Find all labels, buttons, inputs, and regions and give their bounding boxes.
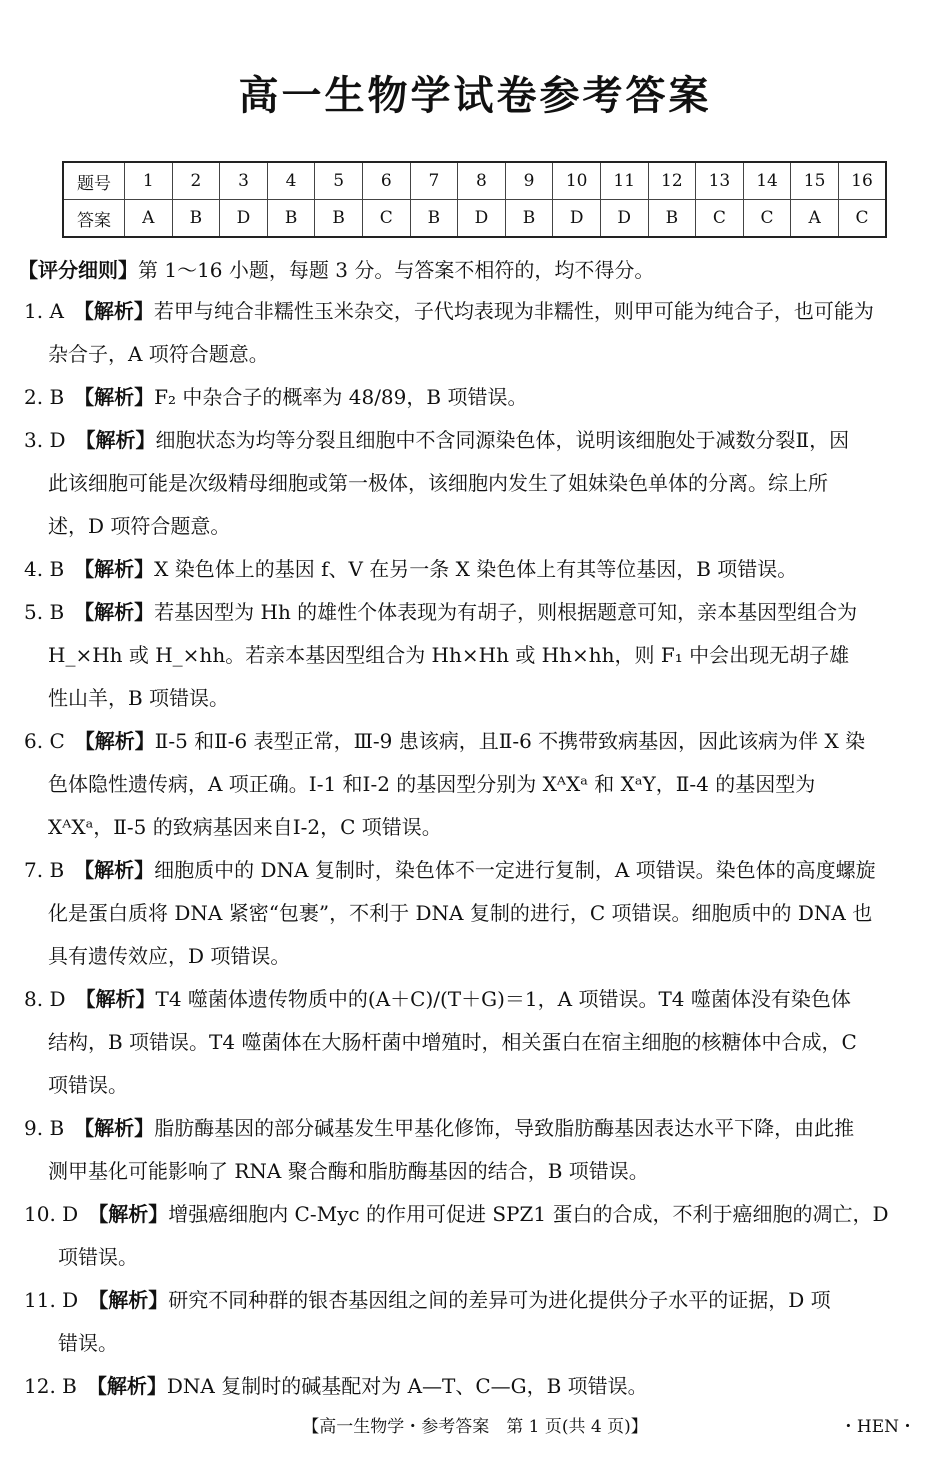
- item-line: DNA 复制时的碱基配对为 A—T、C—G，B 项错误。: [166, 1374, 648, 1398]
- analysis-tag: 【解析】: [84, 557, 155, 581]
- analysis-tag: 【解析】: [84, 1116, 155, 1140]
- scoring-text: 第 1～16 小题，每题 3 分。与答案不相符的，均不得分。: [138, 258, 655, 282]
- item-line: 增强癌细胞内 C-Myc 的作用可促进 SPZ1 蛋白的合成，不利于癌细胞的凋亡，D: [168, 1202, 889, 1226]
- analysis-tag: 【解析】: [84, 858, 155, 882]
- item-line: 结构，B 项错误。T4 噬菌体在大肠杆菌中增殖时，相关蛋白在宿主细胞的核糖体中合成，C: [48, 1030, 857, 1054]
- page-footer: 【高一生物学・参考答案 第 1 页(共 4 页)】: [302, 1417, 648, 1437]
- explanation-item: [24, 849, 930, 978]
- answer-cell: B: [505, 200, 553, 238]
- item-line: 项错误。: [58, 1245, 138, 1269]
- footer-code: ・HEN・: [839, 1417, 916, 1437]
- explanation-item: [24, 720, 930, 849]
- question-number: 7: [410, 162, 458, 200]
- item-line: 具有遗传效应，D 项错误。: [48, 944, 291, 968]
- question-number: 12: [648, 162, 696, 200]
- item-number: 2. B: [24, 385, 65, 409]
- answer-table: [62, 161, 887, 238]
- question-number: 6: [362, 162, 410, 200]
- item-number: 8. D: [24, 987, 66, 1011]
- item-line: H_×Hh 或 H_×hh。若亲本基因型组合为 Hh×Hh 或 Hh×hh，则 F₁ 中会出现无胡子雄: [48, 643, 850, 667]
- explanation-item: [24, 978, 930, 1107]
- item-line: XᴬXᵃ，Ⅱ-5 的致病基因来自Ⅰ-2，C 项错误。: [48, 815, 442, 839]
- explanation-item: [24, 419, 930, 548]
- question-number: 13: [696, 162, 744, 200]
- answer-cell: B: [410, 200, 458, 238]
- item-line: Ⅱ-5 和Ⅱ-6 表型正常，Ⅲ-9 患该病，且Ⅱ-6 不携带致病基因，因此该病为伴 X 染: [154, 729, 866, 753]
- answer-cell: D: [458, 200, 506, 238]
- answer-cell: B: [648, 200, 696, 238]
- question-number: 8: [458, 162, 506, 200]
- question-number: 15: [791, 162, 839, 200]
- analysis-tag: 【解析】: [84, 385, 155, 409]
- answer-cell: A: [125, 200, 173, 238]
- item-line: 若基因型为 Hh 的雄性个体表现为有胡子，则根据题意可知，亲本基因型组合为: [154, 600, 858, 624]
- item-line: 此该细胞可能是次级精母细胞或第一极体，该细胞内发生了姐妹染色单体的分离。综上所: [48, 471, 828, 495]
- item-line: 细胞质中的 DNA 复制时，染色体不一定进行复制，A 项错误。染色体的高度螺旋: [154, 858, 876, 882]
- question-number: 16: [838, 162, 886, 200]
- item-line: 项错误。: [48, 1073, 128, 1097]
- item-number: 7. B: [24, 858, 65, 882]
- explanation-item: [24, 1193, 930, 1279]
- item-line: 脂肪酶基因的部分碱基发生甲基化修饰，导致脂肪酶基因表达水平下降，由此推: [154, 1116, 855, 1140]
- item-line: 性山羊，B 项错误。: [48, 686, 230, 710]
- answer-cell: A: [791, 200, 839, 238]
- item-number: 10. D: [24, 1202, 79, 1226]
- item-line: X 染色体上的基因 f、V 在另一条 X 染色体上有其等位基因，B 项错误。: [154, 557, 798, 581]
- item-line: T4 噬菌体遗传物质中的(A＋C)/(T＋G)＝1，A 项错误。T4 噬菌体没有染色体: [155, 987, 851, 1011]
- question-number: 5: [315, 162, 363, 200]
- analysis-tag: 【解析】: [84, 729, 155, 753]
- answer-cell: C: [696, 200, 744, 238]
- answer-cell: C: [743, 200, 791, 238]
- item-line: 研究不同种群的银杏基因组之间的差异可为进化提供分子水平的证据，D 项: [168, 1288, 831, 1312]
- answer-cell: B: [315, 200, 363, 238]
- analysis-tag: 【解析】: [84, 600, 155, 624]
- explanation-item: [24, 1279, 930, 1365]
- item-line: 杂合子，A 项符合题意。: [48, 342, 269, 366]
- explanation-item: [24, 1365, 930, 1408]
- scoring-rule: [18, 254, 938, 286]
- question-number: 2: [172, 162, 220, 200]
- answer-cell: B: [267, 200, 315, 238]
- item-line: 细胞状态为均等分裂且细胞中不含同源染色体，说明该细胞处于减数分裂Ⅱ，因: [155, 428, 850, 452]
- item-line: 化是蛋白质将 DNA 紧密“包裹”，不利于 DNA 复制的进行，C 项错误。细胞质中的 DNA 也: [48, 901, 873, 925]
- answer-cell: C: [838, 200, 886, 238]
- item-line: 色体隐性遗传病，A 项正确。Ⅰ-1 和Ⅰ-2 的基因型分别为 XᴬXᵃ 和 XᵃY，Ⅱ-4 的基因型为: [48, 772, 816, 796]
- analysis-tag: 【解析】: [98, 1288, 169, 1312]
- item-number: 1. A: [24, 299, 64, 323]
- item-line: 若甲与纯合非糯性玉米杂交，子代均表现为非糯性，则甲可能为纯合子，也可能为: [153, 299, 874, 323]
- analysis-tag: 【解析】: [98, 1202, 169, 1226]
- explanation-item: [24, 591, 930, 720]
- question-number: 3: [220, 162, 268, 200]
- item-line: F₂ 中杂合子的概率为 48/89，B 项错误。: [154, 385, 528, 409]
- item-number: 3. D: [24, 428, 66, 452]
- answer-cell: B: [172, 200, 220, 238]
- scoring-tag: 【评分细则】: [18, 258, 138, 282]
- answer-row: [63, 200, 886, 238]
- question-number-row: [63, 162, 886, 200]
- question-number: 11: [600, 162, 648, 200]
- question-number: 9: [505, 162, 553, 200]
- item-number: 5. B: [24, 600, 65, 624]
- explanation-item: [24, 1107, 930, 1193]
- item-number: 12. B: [24, 1374, 77, 1398]
- item-line: 述，D 项符合题意。: [48, 514, 231, 538]
- analysis-tag: 【解析】: [85, 987, 156, 1011]
- item-number: 9. B: [24, 1116, 65, 1140]
- item-number: 11. D: [24, 1288, 79, 1312]
- question-number: 10: [553, 162, 601, 200]
- analysis-tag: 【解析】: [96, 1374, 167, 1398]
- item-number: 6. C: [24, 729, 65, 753]
- explanation-item: [24, 290, 930, 376]
- answer-cell: C: [362, 200, 410, 238]
- answer-cell: D: [220, 200, 268, 238]
- row-label: 题号: [63, 162, 125, 200]
- question-number: 14: [743, 162, 791, 200]
- row-label: 答案: [63, 200, 125, 238]
- explanation-item: [24, 376, 930, 419]
- question-number: 1: [125, 162, 173, 200]
- analysis-tag: 【解析】: [85, 428, 156, 452]
- question-number: 4: [267, 162, 315, 200]
- item-line: 错误。: [58, 1331, 118, 1355]
- page-title: 高一生物学试卷参考答案: [238, 73, 712, 119]
- answer-cell: D: [600, 200, 648, 238]
- answer-cell: D: [553, 200, 601, 238]
- explanation-item: [24, 548, 930, 591]
- item-line: 测甲基化可能影响了 RNA 聚合酶和脂肪酶基因的结合，B 项错误。: [48, 1159, 649, 1183]
- item-number: 4. B: [24, 557, 65, 581]
- analysis-tag: 【解析】: [83, 299, 154, 323]
